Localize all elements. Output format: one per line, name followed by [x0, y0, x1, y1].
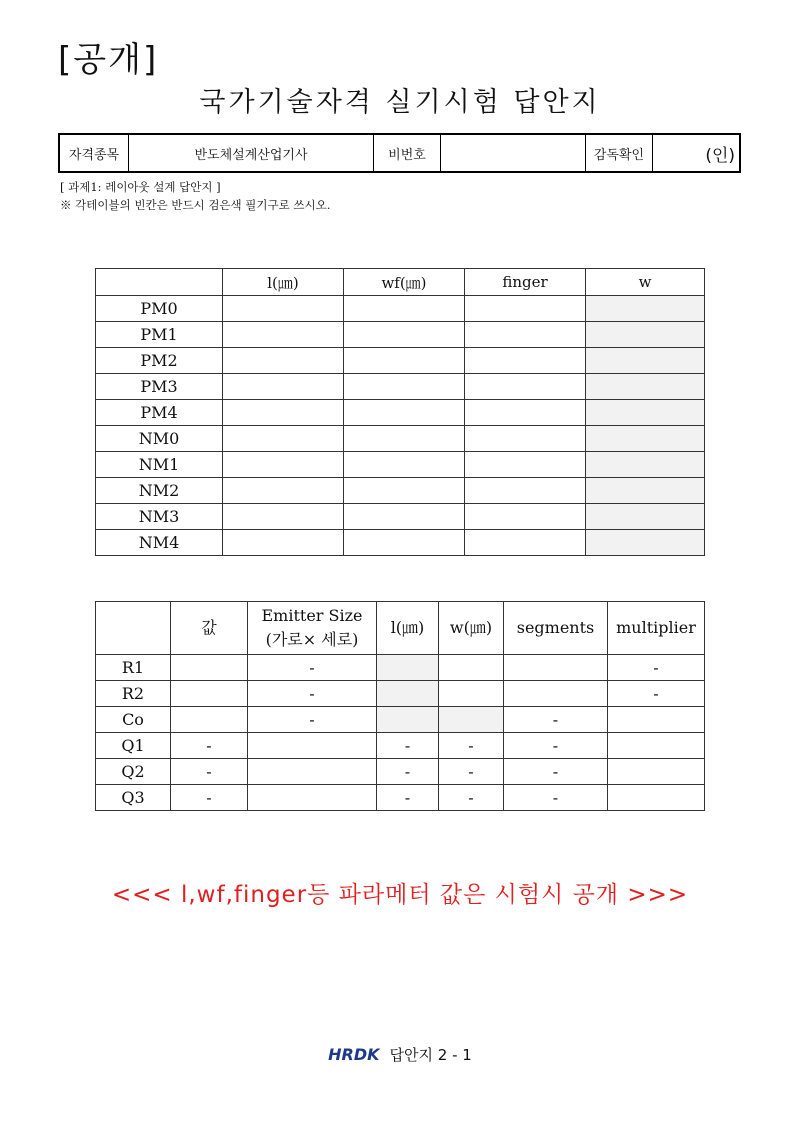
emitter-size-line1: Emitter Size: [261, 606, 363, 625]
exam-header-table: [58, 133, 741, 173]
answer-cell[interactable]: [223, 478, 344, 504]
answer-cell: -: [377, 759, 439, 785]
answer-cell[interactable]: [344, 400, 465, 426]
answer-cell: -: [504, 759, 608, 785]
mos-parameter-table: [95, 268, 705, 556]
answer-cell[interactable]: [223, 374, 344, 400]
answer-cell[interactable]: [465, 426, 586, 452]
supervisor-label: 감독확인: [586, 134, 653, 172]
row-label: PM0: [96, 296, 223, 322]
answer-cell[interactable]: [223, 504, 344, 530]
table-header-cell: [248, 602, 377, 655]
answer-cell: -: [248, 655, 377, 681]
row-label: NM4: [96, 530, 223, 556]
row-label: Q3: [96, 785, 171, 811]
answer-cell[interactable]: [608, 733, 705, 759]
table-header-cell: finger: [465, 269, 586, 296]
answer-cell: -: [504, 785, 608, 811]
row-label: Q1: [96, 733, 171, 759]
answer-cell: -: [504, 733, 608, 759]
table-header-cell: multiplier: [608, 602, 705, 655]
answer-cell[interactable]: [223, 296, 344, 322]
table-row: [96, 655, 705, 681]
answer-cell[interactable]: [344, 426, 465, 452]
row-label: R1: [96, 655, 171, 681]
table-header-cell: w(㎛): [439, 602, 504, 655]
answer-cell: -: [439, 759, 504, 785]
answer-cell[interactable]: [171, 707, 248, 733]
table-header-cell: segments: [504, 602, 608, 655]
row-label: Co: [96, 707, 171, 733]
answer-cell[interactable]: [465, 400, 586, 426]
answer-cell[interactable]: [344, 504, 465, 530]
table-row: [96, 707, 705, 733]
table-header-cell: l(㎛): [223, 269, 344, 296]
parameter-notice: <<< l,wf,finger등 파라메터 값은 시험시 공개 >>>: [111, 882, 689, 908]
answer-cell[interactable]: [465, 478, 586, 504]
answer-cell[interactable]: [248, 785, 377, 811]
answer-cell[interactable]: [377, 707, 439, 733]
answer-cell[interactable]: [377, 681, 439, 707]
table-row: [96, 681, 705, 707]
table-row: [96, 478, 705, 504]
answer-cell[interactable]: [586, 400, 705, 426]
answer-cell[interactable]: [465, 530, 586, 556]
answer-cell[interactable]: [223, 530, 344, 556]
answer-cell[interactable]: [608, 707, 705, 733]
answer-cell[interactable]: [344, 478, 465, 504]
answer-cell[interactable]: [465, 504, 586, 530]
table-header-cell: 값: [171, 602, 248, 655]
table-row: [96, 452, 705, 478]
answer-cell[interactable]: [465, 374, 586, 400]
table-row: [96, 504, 705, 530]
answer-cell[interactable]: [344, 530, 465, 556]
answer-cell[interactable]: [171, 655, 248, 681]
answer-cell[interactable]: [439, 681, 504, 707]
answer-cell[interactable]: [223, 452, 344, 478]
row-label: PM4: [96, 400, 223, 426]
answer-cell[interactable]: [223, 400, 344, 426]
secret-number-field[interactable]: [441, 134, 586, 172]
answer-cell: -: [248, 681, 377, 707]
answer-cell[interactable]: [608, 785, 705, 811]
row-label: PM2: [96, 348, 223, 374]
row-label: PM3: [96, 374, 223, 400]
answer-cell[interactable]: [248, 759, 377, 785]
table-header-cell: [96, 602, 171, 655]
row-label: PM1: [96, 322, 223, 348]
row-label: R2: [96, 681, 171, 707]
answer-cell[interactable]: [223, 348, 344, 374]
table-row: [96, 759, 705, 785]
page-title: 국가기술자격 실기시험 답안지: [199, 87, 601, 118]
table-header-cell: l(㎛): [377, 602, 439, 655]
answer-cell[interactable]: [465, 322, 586, 348]
category-value: 반도체설계산업기사: [129, 134, 374, 172]
row-label: Q2: [96, 759, 171, 785]
table-header-cell: w: [586, 269, 705, 296]
page-number: 답안지 2 - 1: [389, 1046, 472, 1064]
table-row: [96, 296, 705, 322]
answer-cell[interactable]: [465, 348, 586, 374]
answer-cell[interactable]: [504, 681, 608, 707]
table-row: [96, 530, 705, 556]
answer-cell: -: [171, 785, 248, 811]
answer-cell[interactable]: [344, 322, 465, 348]
answer-cell: -: [377, 785, 439, 811]
answer-cell[interactable]: [504, 655, 608, 681]
answer-cell[interactable]: [171, 681, 248, 707]
answer-cell[interactable]: [586, 426, 705, 452]
table-row: [96, 322, 705, 348]
table-row: [96, 400, 705, 426]
page-footer: [0, 1044, 800, 1065]
answer-cell[interactable]: [586, 296, 705, 322]
table-row: [96, 374, 705, 400]
supervisor-stamp[interactable]: (인): [653, 134, 741, 172]
task-note: [ 과제1: 레이아웃 설계 답안지 ]: [60, 180, 221, 194]
table-row: [96, 348, 705, 374]
table-header-cell: wf(㎛): [344, 269, 465, 296]
answer-cell[interactable]: [248, 733, 377, 759]
answer-cell: -: [608, 681, 705, 707]
answer-cell[interactable]: [223, 322, 344, 348]
answer-cell: -: [504, 707, 608, 733]
answer-cell: -: [377, 733, 439, 759]
answer-cell: -: [248, 707, 377, 733]
table-row: [96, 733, 705, 759]
public-tag: [공개]: [58, 40, 159, 80]
category-label: 자격종목: [59, 134, 129, 172]
answer-cell[interactable]: [344, 348, 465, 374]
table-row: [96, 785, 705, 811]
answer-cell[interactable]: [465, 296, 586, 322]
answer-cell: -: [171, 759, 248, 785]
answer-cell[interactable]: [586, 348, 705, 374]
answer-cell[interactable]: [586, 322, 705, 348]
row-label: NM0: [96, 426, 223, 452]
answer-cell[interactable]: [586, 478, 705, 504]
answer-cell: -: [608, 655, 705, 681]
table-header-cell: [96, 269, 223, 296]
instruction-note: ※ 각테이블의 빈칸은 반드시 검은색 필기구로 쓰시오.: [60, 198, 331, 212]
answer-cell[interactable]: [586, 530, 705, 556]
emitter-size-line2: (가로× 세로): [265, 630, 359, 649]
passive-parameter-table: [95, 601, 705, 811]
secret-number-label: 비번호: [374, 134, 441, 172]
row-label: NM1: [96, 452, 223, 478]
hrdk-logo: HRDK: [328, 1045, 380, 1064]
answer-cell[interactable]: [439, 707, 504, 733]
answer-cell[interactable]: [344, 296, 465, 322]
answer-cell: -: [439, 733, 504, 759]
answer-cell[interactable]: [344, 452, 465, 478]
answer-cell[interactable]: [586, 452, 705, 478]
row-label: NM3: [96, 504, 223, 530]
answer-cell[interactable]: [608, 759, 705, 785]
answer-cell[interactable]: [377, 655, 439, 681]
answer-cell[interactable]: [223, 426, 344, 452]
answer-cell[interactable]: [465, 452, 586, 478]
answer-cell: -: [439, 785, 504, 811]
answer-cell: -: [171, 733, 248, 759]
answer-cell[interactable]: [586, 504, 705, 530]
table-row: [96, 426, 705, 452]
answer-cell[interactable]: [344, 374, 465, 400]
answer-cell[interactable]: [439, 655, 504, 681]
row-label: NM2: [96, 478, 223, 504]
answer-cell[interactable]: [586, 374, 705, 400]
